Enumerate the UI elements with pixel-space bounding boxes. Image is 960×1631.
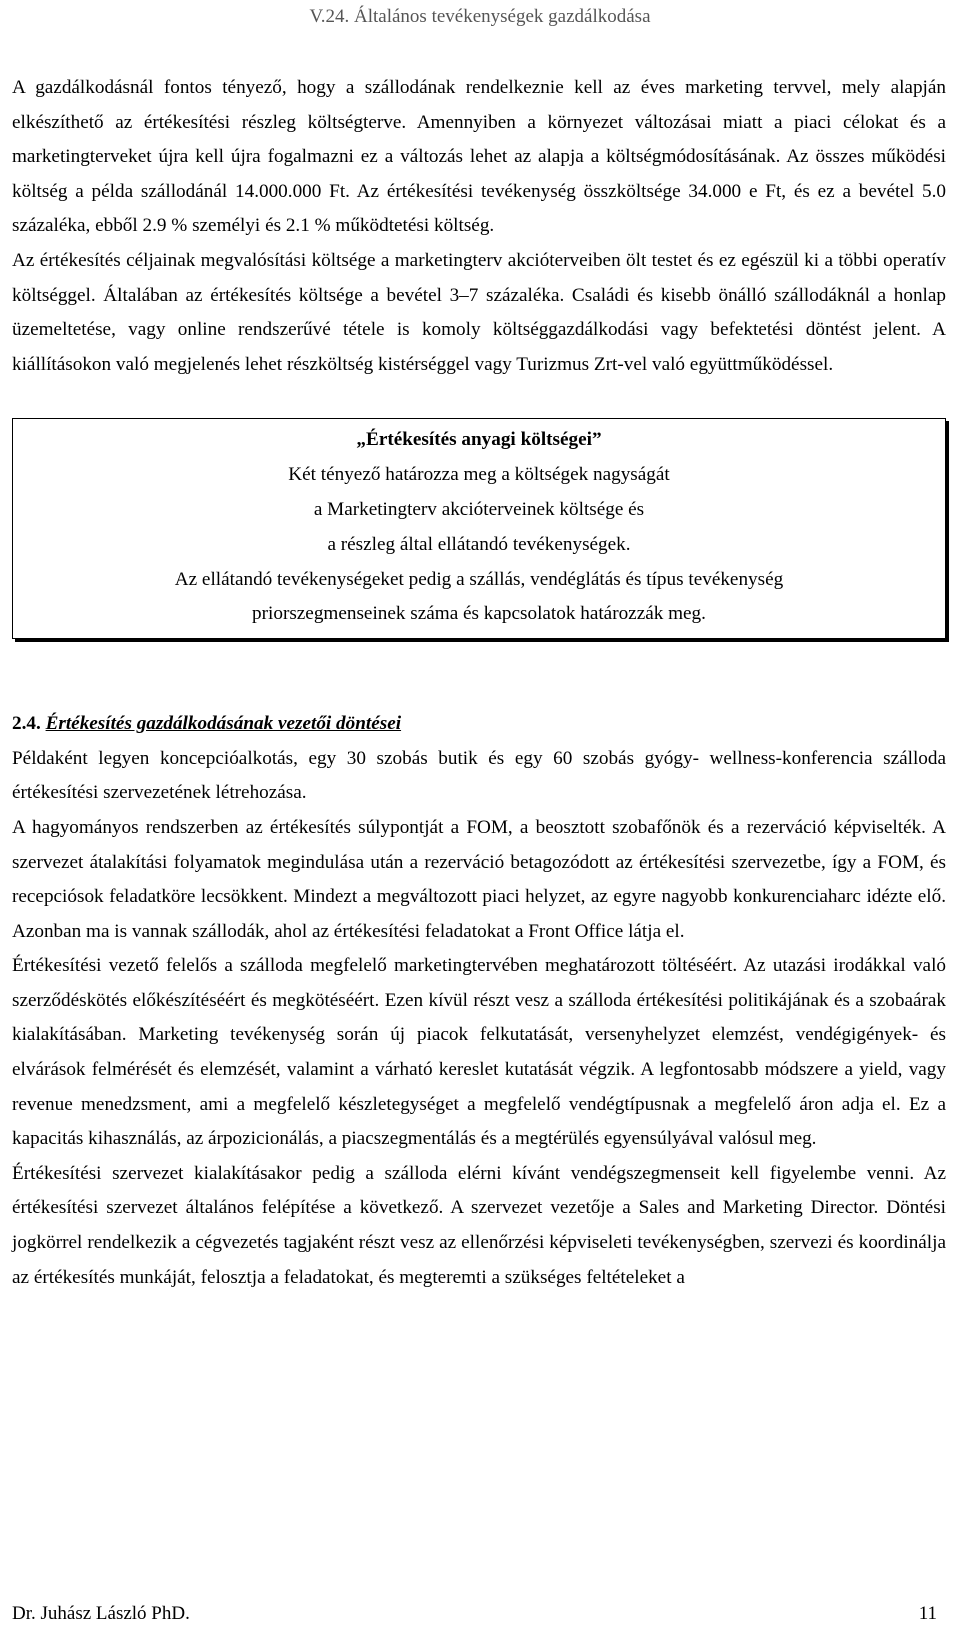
body-paragraph-1: A gazdálkodásnál fontos tényező, hogy a szállodának rendelkeznie kell az éves marketing tervvel, mely alapján elkészíthető az értékesítési részleg költségterve. Amennyiben a környezet változásai miatt a piaci célokat és a marketingterveket újra kell újra fogalmazni ez a változás lehet az alapja a költségmódosításának. Az összes működési költség a példa szállodánál 14.000.000 Ft. Az értékesítési tevékenység összköltsége 34.000 e Ft, és ez a bevétel 5.0 százaléka, ebből 2.9 % személyi és 2.1 % működtetési költség. [12, 77, 946, 237]
section-paragraph-4: Értékesítési szervezet kialakításakor pedig a szálloda elérni kívánt vendégszegmenseit kell figyelembe venni. Az értékesítési szervezet általános felépítése a következő. A szervezet vezetője a Sales and Marketing Director. Döntési jogkörrel rendelkezik a cégvezetés tagjaként részt vesz az ellenőrzési képviseleti tevékenységben, szervezi és koordinálja az értékesítés munkáját, felosztja a feladatokat, és megteremti a szükséges feltételeket a [12, 1162, 946, 1288]
page-content [12, 71, 946, 1295]
section-title: Értékesítés gazdálkodásának vezetői döntései [45, 713, 402, 735]
box-line-4: Az ellátandó tevékenységeket pedig a szállás, vendéglátás és típus tevékenység [174, 568, 784, 590]
body-paragraph-2: Az értékesítés céljainak megvalósítási költsége a marketingterv akcióterveiben ölt testet és ez egészül ki a többi operatív költséggel. Általában az értékesítés költsége a bevétel 3–7 százaléka. Családi és kisebb önálló szállodáknál a honlap üzemeltetése, vagy online rendszerűvé tétele is komoly költséggazdálkodási vagy befektetési döntést jelent. A kiállításokon való megjelenés lehet részköltség kistérséggel vagy Turizmus Zrt-vel való együttműködéssel. [12, 249, 946, 375]
box-line-3: a részleg által ellátandó tevékenységek. [327, 533, 631, 555]
section-heading [12, 707, 946, 742]
running-header: V.24. Általános tevékenységek gazdálkodása [309, 6, 651, 27]
section-number: 2.4. [12, 713, 41, 735]
section-paragraph-3: Értékesítési vezető felelős a szálloda megfelelő marketingtervében meghatározott töltéséért. Az utazási irodákkal való szerződéskötés előkészítéséért és megkötéséért. Ezen kívül részt vesz a szálloda értékesítési politikájának és a szobaárak kialakításában. Marketing tevékenység során új piacok felkutatását, versenyhelyzet elemzést, vendégigények- és elvárások felmérését és elemzését, valamint a várható kereslet kutatását végzik. A legfontosabb módszere a yield, vagy revenue menedzsment, ami a megfelelő készletegységet a megfelelő vendégtípusnak a megfelelő áron adja el. Ez a kapacitás kihasználás, az árpozicionálás, a piacszegmentálás és a megtérülés egyensúlyával valósul meg. [12, 955, 946, 1150]
box-line-2: a Marketingterv akcióterveinek költsége és [313, 498, 645, 520]
cost-summary-box [12, 418, 946, 639]
box-line-1: Két tényező határozza meg a költségek nagyságát [288, 464, 670, 486]
box-line-5: priorszegmenseinek száma és kapcsolatok határozzák meg. [252, 603, 706, 625]
section-paragraph-2: A hagyományos rendszerben az értékesítés súlypontját a FOM, a beosztott szobafőnök és a rezerváció képviselték. A szervezet átalakítási folyamatok megindulása után a rezerváció betagozódott az értékesítési szervezetbe, így a FOM, és recepciósok feladatköre lecsökkent. Mindezt a megváltozott piaci helyzet, az egyre nagyobb konkurenciaharc idézte elő. Azonban ma is vannak szállodák, ahol az értékesítési feladatokat a Front Office látja el. [12, 816, 946, 942]
box-title: „Értékesítés anyagi költségei” [356, 429, 602, 451]
section-paragraph-1: Példaként legyen koncepcióalkotás, egy 30 szobás butik és egy 60 szobás gyógy- wellness-konferencia szálloda értékesítési szervezetének létrehozása. [12, 747, 946, 804]
footer-author: Dr. Juhász László PhD. [12, 1603, 190, 1624]
page-number: 11 [918, 1603, 937, 1624]
